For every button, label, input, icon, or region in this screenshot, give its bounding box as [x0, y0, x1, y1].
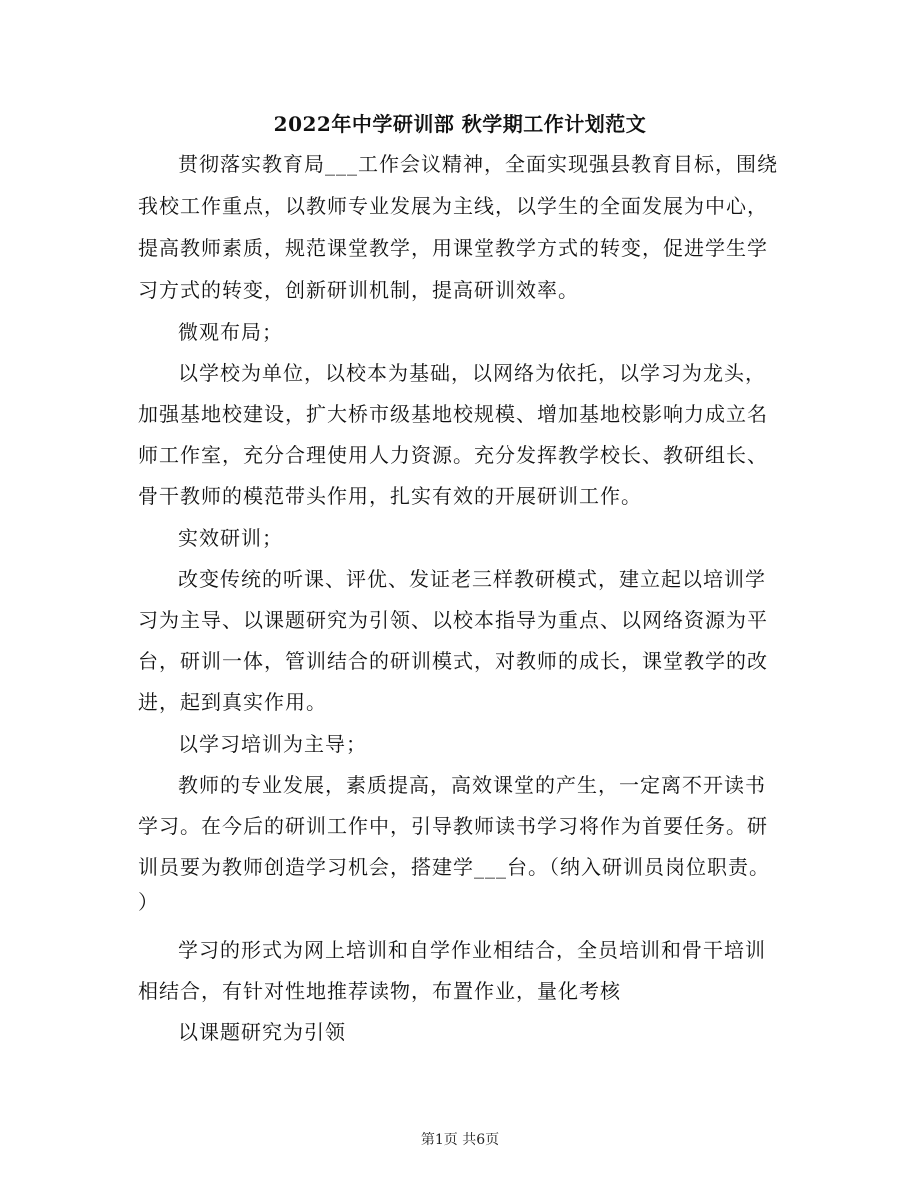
body-line-3: 提高教师素质，规范课堂教学，用课堂教学方式的转变，促进学生学	[138, 236, 768, 260]
body-line-9: 骨干教师的模范带头作用，扎实有效的开展研训工作。	[138, 484, 642, 508]
body-line-11: 改变传统的听课、评优、发证老三样教研模式，建立起以培训学	[178, 567, 766, 591]
body-line-2: 我校工作重点，以教师专业发展为主线，以学生的全面发展为中心，	[138, 194, 768, 218]
body-line-1: 贯彻落实教育局___工作会议精神，全面实现强县教育目标，围绕	[178, 152, 778, 176]
section-heading-micro-layout: 微观布局；	[178, 320, 283, 344]
body-line-14: 进，起到真实作用。	[138, 690, 327, 714]
body-line-6: 以学校为单位，以校本为基础，以网络为依托，以学习为龙头，	[178, 361, 766, 385]
body-line-13: 台，研训一体，管训结合的研训模式，对教师的成长，课堂教学的改	[138, 649, 768, 673]
document-title: 2022年中学研训部 秋学期工作计划范文	[273, 112, 647, 136]
body-line-12: 习为主导、以课题研究为引领、以校本指导为重点、以网络资源为平	[138, 608, 768, 632]
section-heading-effective-training: 实效研训；	[178, 526, 283, 550]
body-line-4: 习方式的转变，创新研训机制，提高研训效率。	[138, 278, 579, 302]
body-line-8: 师工作室，充分合理使用人力资源。充分发挥教学校长、教研组长、	[138, 443, 768, 467]
body-line-7: 加强基地校建设，扩大桥市级基地校规模、增加基地校影响力成立名	[138, 402, 768, 426]
section-heading-study-training: 以学习培训为主导；	[178, 732, 367, 756]
body-line-20: 学习的形式为网上培训和自学作业相结合，全员培训和骨干培训	[178, 938, 766, 962]
body-line-16: 教师的专业发展，素质提高，高效课堂的产生，一定离不开读书	[178, 773, 766, 797]
body-line-19: ）	[138, 890, 159, 914]
body-line-21: 相结合，有针对性地推荐读物，布置作业，量化考核	[138, 979, 621, 1003]
page-footer: 第1页 共6页	[420, 1132, 500, 1148]
body-line-18: 训员要为教师创造学习机会，搭建学___台。（纳入研训员岗位职责。	[138, 855, 770, 879]
body-line-17: 学习。在今后的研训工作中，引导教师读书学习将作为首要任务。研	[138, 814, 768, 838]
section-heading-research: 以课题研究为引领	[178, 1020, 346, 1044]
